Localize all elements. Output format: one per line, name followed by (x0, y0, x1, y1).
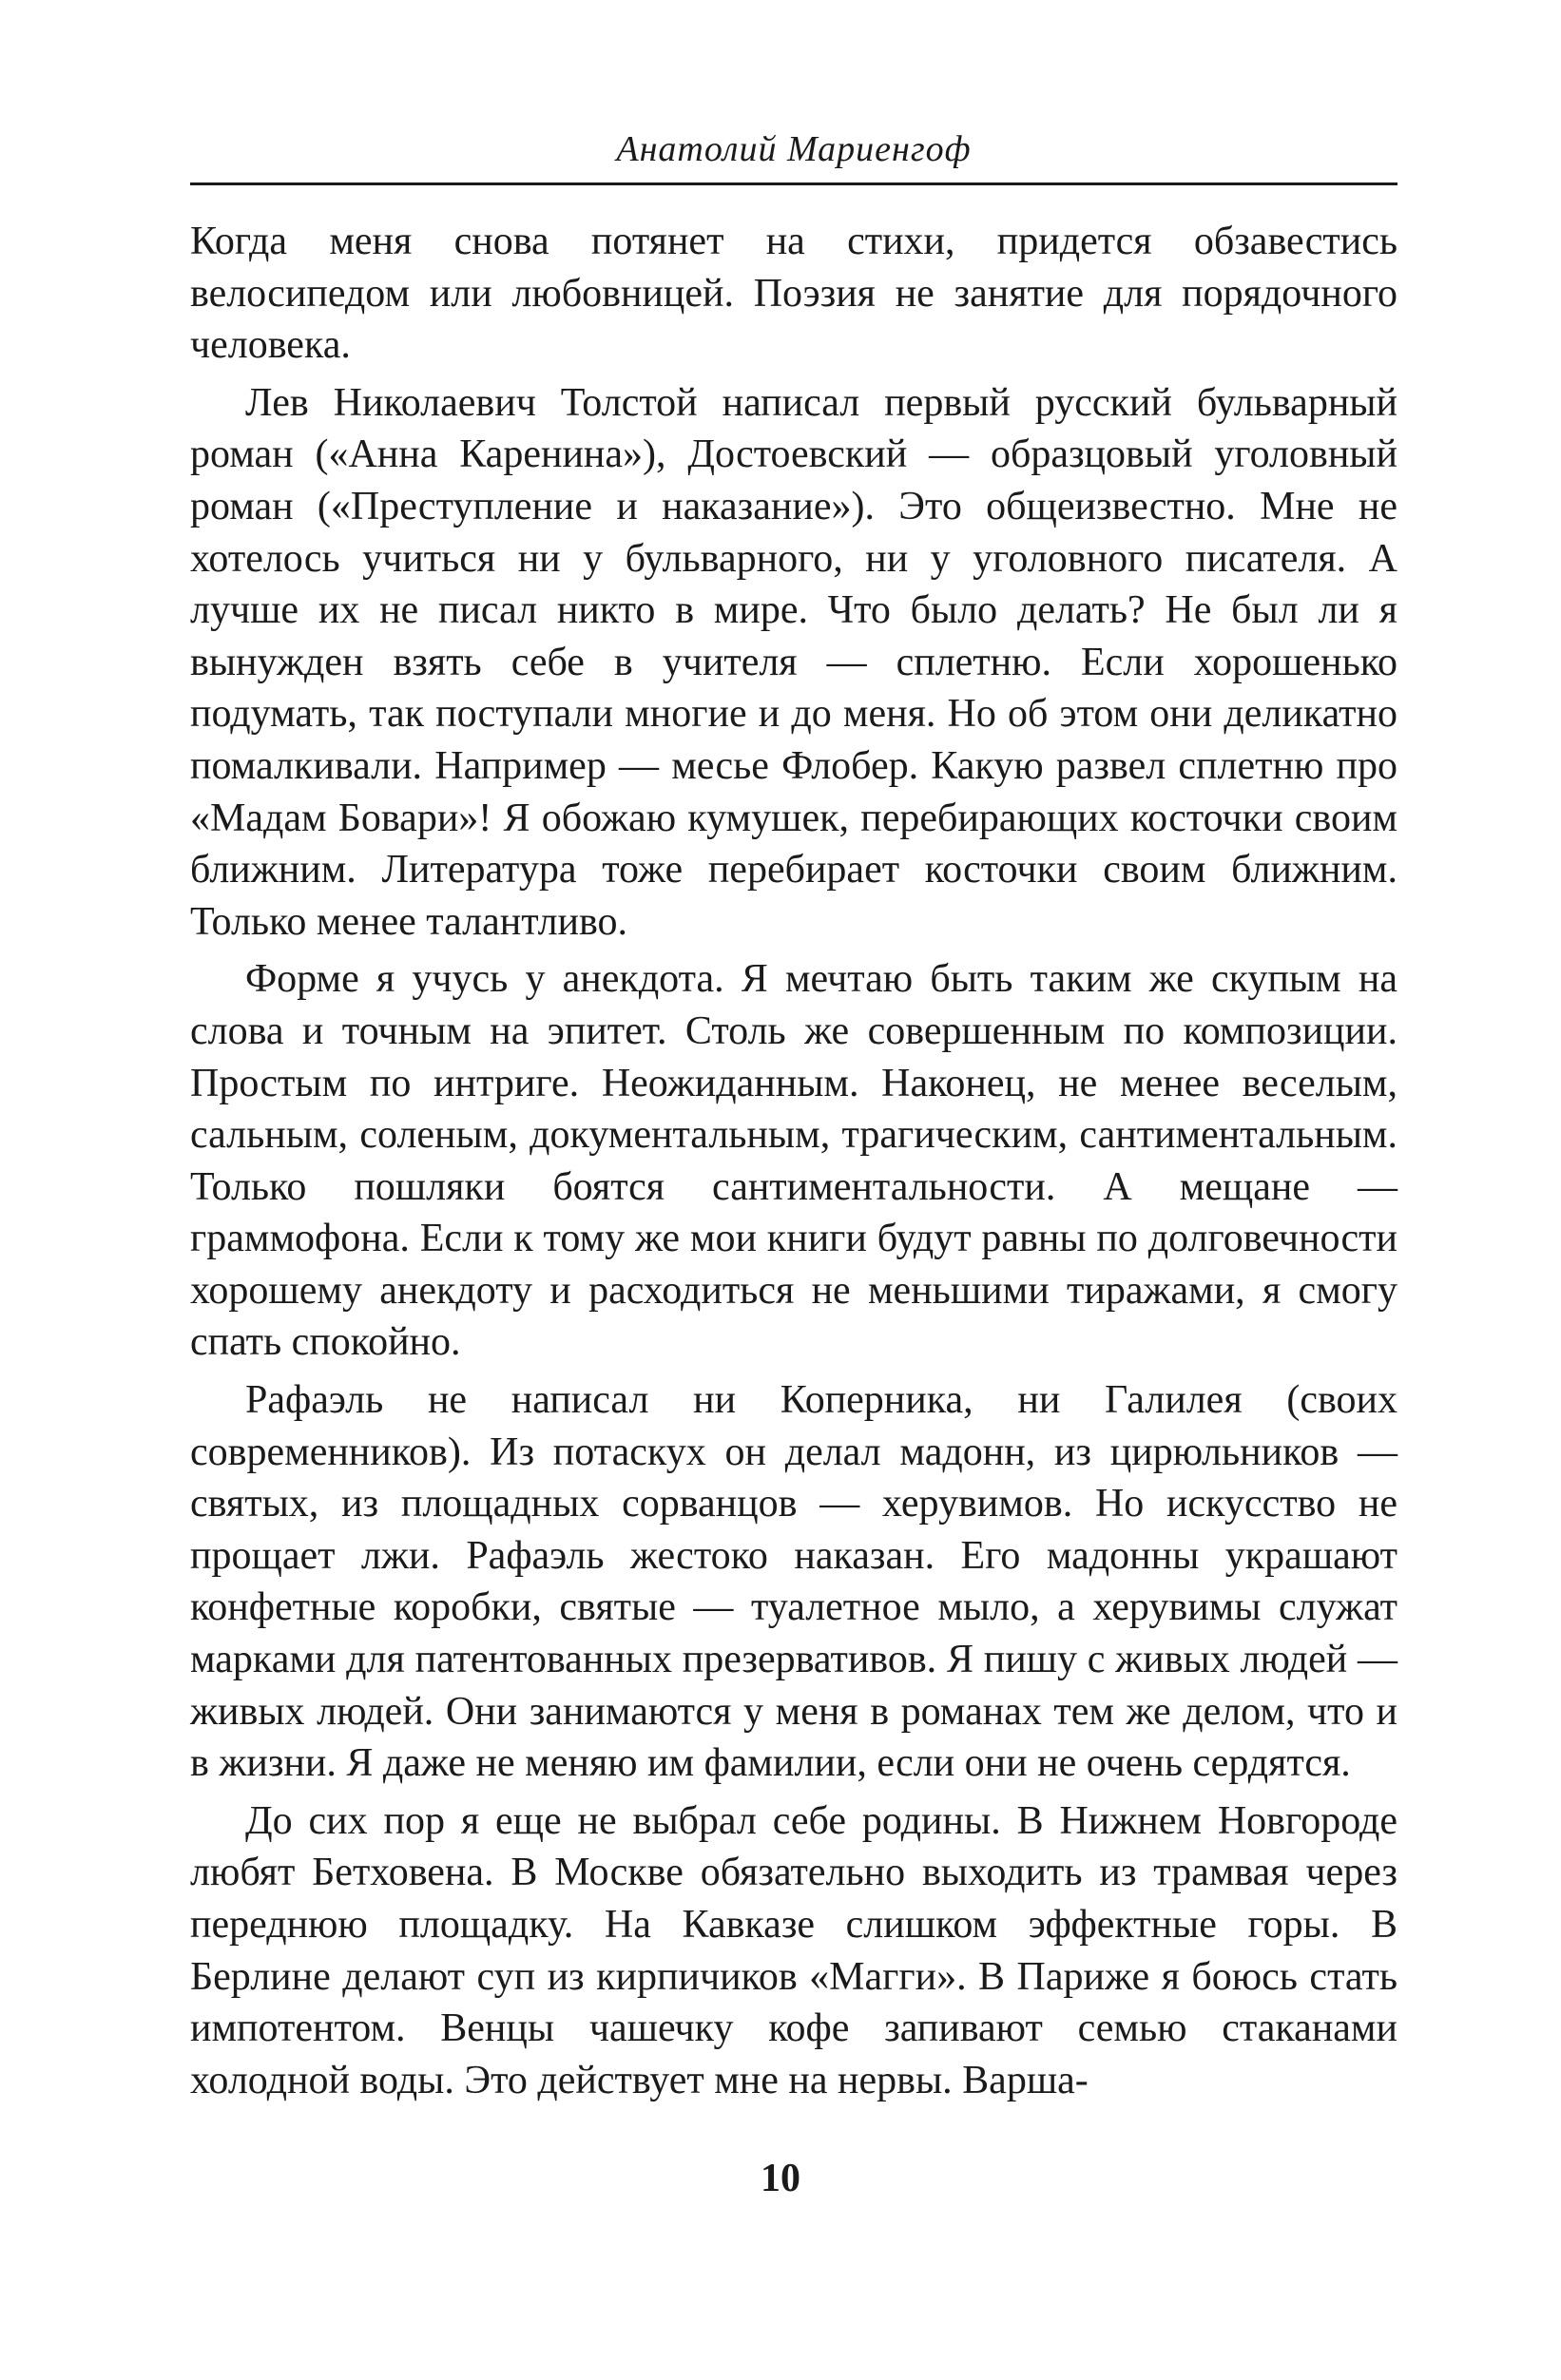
running-head: Анатолий Мариенгоф (616, 129, 972, 169)
paragraph: Рафаэль не написал ни Коперника, ни Галилея (своих современников). Из потаскух он делал мадонн, из цирюльников — святых, из площадных сорванцов — херувимов. Но искусство не прощает лжи. Рафаэль жестоко наказан. Его мадонны украшают конфетные коробки, святые — туалетное мыло, а херувимы служат марками для патентованных презервативов. Я пишу с живых людей — живых людей. Они занимаются у меня в романах тем же делом, что и в жизни. Я даже не меняю им фамилии, если они не очень сердятся. (190, 1378, 1397, 1786)
header-rule (190, 182, 1397, 185)
paragraph: Форме я учусь у анекдота. Я мечтаю быть таким же скупым на слова и точным на эпитет. Столь же совершенным по композиции. Простым по интриге. Неожиданным. Наконец, не менее веселым, сальным, соленым, документальным, трагическим, сантиментальным. Только пошляки боятся сантиментальности. А мещане — граммофона. Если к тому же мои книги будут равны по долговечности хорошему анекдоту и расходиться не меньшими тиражами, я смогу спать спокойно. (190, 957, 1397, 1365)
paragraph: Лев Николаевич Толстой написал первый русский бульварный роман («Анна Каренина»), Достоевский — образцовый уголовный роман («Преступление и наказание»). Это общеизвестно. Мне не хотелось учиться ни у бульварного, ни у уголовного писателя. А лучше их не писал никто в мире. Что было делать? Не был ли я вынужден взять себе в учителя — сплетню. Если хорошенько подумать, так поступали многие и до меня. Но об этом они деликатно помалкивали. Например — месье Флобер. Какую развел сплетню про «Мадам Бовари»! Я обожаю кумушек, перебирающих косточки своим ближним. Литература тоже перебирает косточки своим ближним. Только менее талантливо. (190, 380, 1397, 944)
paragraph: До сих пор я еще не выбрал себе родины. В Нижнем Новгороде любят Бетховена. В Москве обязательно выходить из трамвая через переднюю площадку. На Кавказе слишком эффектные горы. В Берлине делают суп из кирпичиков «Магги». В Париже я боюсь стать импотентом. Венцы чашечку кофе запивают семью стаканами холодной воды. Это действует мне на нервы. Варша- (190, 1798, 1397, 2102)
page-number: 10 (761, 2157, 800, 2200)
paragraph: Когда меня снова потянет на стихи, придется обзавестись велосипедом или любовницей. Поэзия не занятие для порядочного человека. (190, 220, 1397, 368)
book-page (190, 114, 1397, 2106)
text-body (190, 216, 1397, 2106)
